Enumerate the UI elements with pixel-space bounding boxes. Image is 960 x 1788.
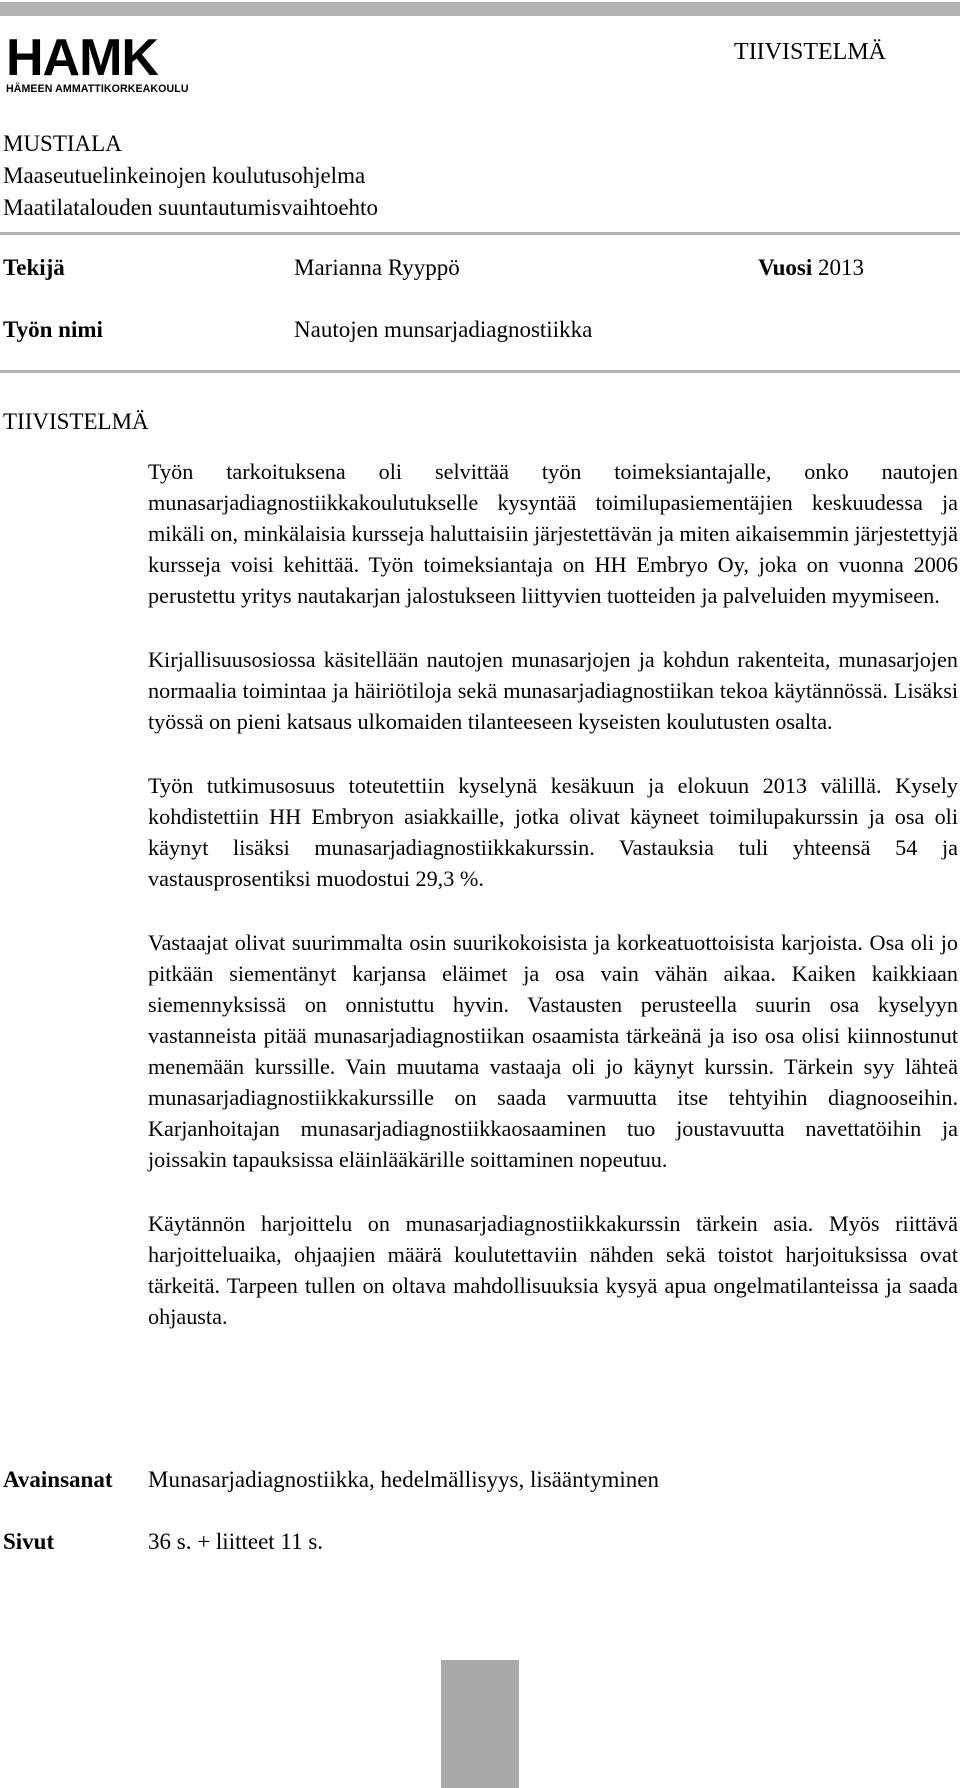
programme: Maaseutuelinkeinojen koulutusohjelma [3,163,366,188]
page-number-block [441,1660,519,1788]
year-label: Vuosi [758,255,813,280]
abstract-heading: TIIVISTELMÄ [3,409,149,434]
abstract-body [148,456,958,1365]
abstract-paragraph: Vastaajat olivat suurimmalta osin suurikokoisista ja korkeatuottoisista karjoista. Osa oli jo pitkään siementänyt karjansa eläimet ja osa vain vähän aikaa. Kaiken kaikkiaan siemennyksissä on onnistuttu hyvin. Vastausten perusteella suurin osa kyselyyn vastanneista pitää munasarjadiagnostiikan osaamista tärkeänä ja iso osa olisi kiinnostunut menemään kurssille. Vain muutama vastaaja oli jo käynyt kurssin. Tärkein syy lähteä munasarjadiagnostiikkakurssille on saada varmuutta itse tehtyihin diagnooseihin. Karjanhoitajan munasarjadiagnostiikkaosaaminen tuo joustavuutta navettatöihin ja joissakin tapauksissa eläinlääkärille soittaminen nopeutuu. [148,930,958,1172]
keywords-label: Avainsanat [3,1467,113,1492]
specialisation: Maatilatalouden suuntautumisvaihtoehto [3,195,378,220]
title-label: Työn nimi [3,317,103,342]
campus: MUSTIALA [3,131,122,156]
year [758,254,864,282]
year-value: 2013 [818,255,864,280]
pages-label: Sivut [3,1529,55,1554]
author-label: Tekijä [3,255,65,280]
pages-value: 36 s. + liitteet 11 s. [148,1529,324,1554]
abstract-paragraph: Työn tarkoituksena oli selvittää työn toimeksiantajalle, onko nautojen munasarjadiagnostiikkakoulutukselle kysyntää toimilupasiementäjien keskuudessa ja mikäli on, minkälaisia kursseja haluttaisiin järjestettävän ja miten aikaisemmin järjestettyjä kursseja voisi kehittää. Työn toimeksiantaja on HH Embryo Oy, joka on vuonna 2006 perustettu yritys nautakarjan jalostukseen liittyvien tuotteiden ja palveluiden myymiseen. [148,459,958,608]
school-info [3,128,378,224]
title-value: Nautojen munsarjadiagnostiikka [294,317,593,342]
divider [0,370,960,373]
author-value: Marianna Ryyppö [294,255,460,280]
header-label: TIIVISTELMÄ [734,39,886,65]
hamk-logo [6,29,246,96]
abstract-paragraph: Työn tutkimusosuus toteutettiin kyselynä kesäkuun ja elokuun 2013 välillä. Kysely kohdistettiin HH Embryon asiakkaille, jotka olivat käyneet toimilupakurssin ja osa oli käynyt lisäksi munasarjadiagnostiikkakurssin. Vastauksia tuli yhteensä 54 ja vastausprosentiksi muodostui 29,3 %. [148,773,958,891]
keywords-value: Munasarjadiagnostiikka, hedelmällisyys, lisääntyminen [148,1467,660,1492]
abstract-paragraph: Käytännön harjoittelu on munasarjadiagnostiikkakurssin tärkein asia. Myös riittävä harjoitteluaika, ohjaajien määrä koulutettaviin nähden sekä toistot harjoituksissa ovat tärkeitä. Tarpeen tullen on oltava mahdollisuuksia kysyä apua ongelmatilanteissa ja saada ohjausta. [148,1211,958,1329]
logo-word: HAMK [6,29,158,87]
logo-subtitle: HÄMEEN AMMATTIKORKEAKOULU [6,83,189,95]
abstract-paragraph: Kirjallisuusosiossa käsitellään nautojen munasarjojen ja kohdun rakenteita, munasarjojen normaalia toimintaa ja häiriötiloja sekä munasarjadiagnostiikan tekoa käytännössä. Lisäksi työssä on pieni katsaus ulkomaiden tilanteeseen kyseisten koulutusten osalta. [148,647,958,734]
top-bar [0,2,960,16]
divider [0,232,960,235]
